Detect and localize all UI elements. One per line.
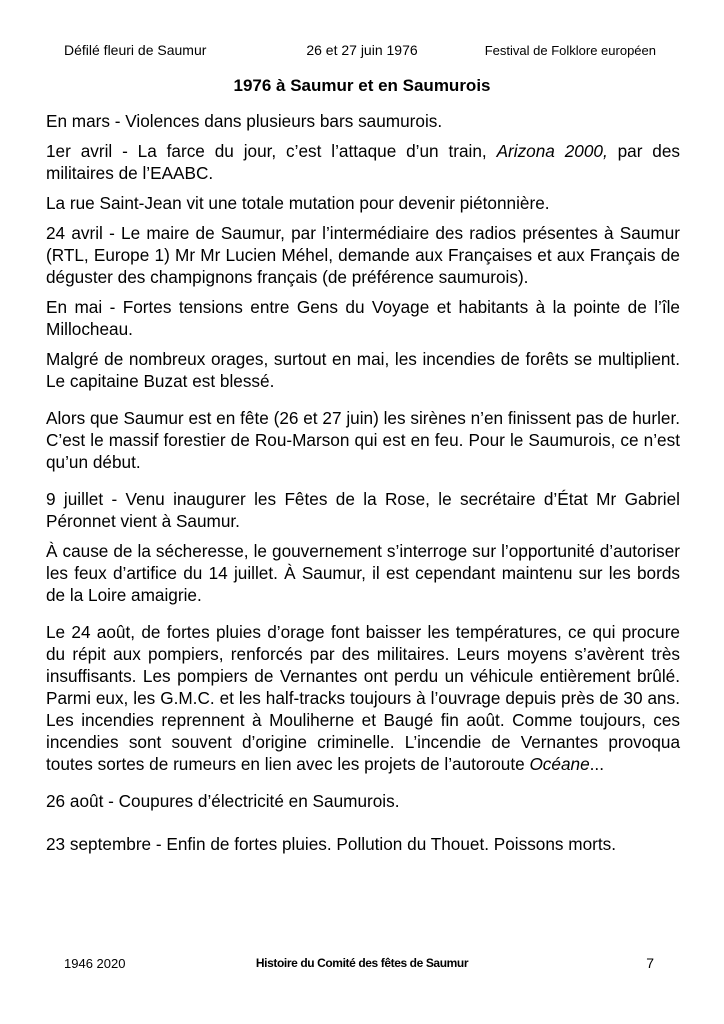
- paragraph: Malgré de nombreux orages, surtout en mai, les incendies de forêts se multiplient. Le capitaine Buzat est blessé.: [46, 349, 680, 391]
- paragraph: 23 septembre - Enfin de fortes pluies. Pollution du Thouet. Poissons morts.: [46, 834, 617, 854]
- header-left: Défilé fleuri de Saumur: [64, 42, 207, 58]
- paragraph: Alors que Saumur est en fête (26 et 27 juin) les sirènes n’en finissent pas de hurler. C’est le massif forestier de Rou-Marson qui est en feu. Pour le Saumurois, ce n’est qu’un début.: [46, 408, 680, 472]
- paragraph: En mars - Violences dans plusieurs bars saumurois.: [46, 111, 443, 131]
- paragraph: 9 juillet - Venu inaugurer les Fêtes de la Rose, le secrétaire d’État Mr Gabriel Péronnet vient à Saumur.: [46, 489, 680, 531]
- page-number: 7: [646, 955, 654, 971]
- paragraph: Le 24 août, de fortes pluies d’orage font baisser les températures, ce qui procure du répit aux pompiers, renforcés par des militaires. Leurs moyens s’avèrent très insuffisants. Les pompiers de Vernantes ont perdu un véhicule entièrement brûlé. Parmi eux, les G.M.C. et les half-tracks toujours à l’ouvrage depuis près de 30 ans. Les incendies reprennent à Mouliherne et Baugé fin août. Comme toujours, ces incendies sont souvent d’origine criminelle. L’incendie de Vernantes provoqua toutes sortes de rumeurs en lien avec les projets de l’autoroute Océane...: [46, 622, 680, 774]
- paragraph: 24 avril - Le maire de Saumur, par l’intermédiaire des radios présentes à Saumur (RTL, Europe 1) Mr Mr Lucien Méhel, demande aux Françaises et aux Français de déguster des champignons français (de préférence saumurois).: [46, 223, 680, 287]
- article-body: [46, 110, 680, 855]
- footer-left: 1946 2020: [64, 956, 126, 971]
- footer-center: Histoire du Comité des fêtes de Saumur: [255, 956, 469, 970]
- emphasis: Océane: [529, 754, 590, 774]
- paragraph: À cause de la sécheresse, le gouvernement s’interroge sur l’opportunité d’autoriser les feux d’artifice du 14 juillet. À Saumur, il est cependant maintenu sur les bords de la Loire amaigrie.: [46, 541, 680, 605]
- page-title: 1976 à Saumur et en Saumurois: [233, 76, 491, 95]
- paragraph: 26 août - Coupures d’électricité en Saumurois.: [46, 791, 400, 811]
- header-right: Festival de Folklore européen: [484, 43, 656, 58]
- paragraph: La rue Saint-Jean vit une totale mutation pour devenir piétonnière.: [46, 193, 550, 213]
- header-center: 26 et 27 juin 1976: [306, 42, 418, 58]
- paragraph: 1er avril - La farce du jour, c’est l’attaque d’un train, Arizona 2000, par des militaires de l’EAABC.: [46, 141, 681, 183]
- paragraph: En mai - Fortes tensions entre Gens du Voyage et habitants à la pointe de l’île Millocheau.: [46, 297, 680, 339]
- emphasis: Arizona 2000,: [496, 141, 608, 161]
